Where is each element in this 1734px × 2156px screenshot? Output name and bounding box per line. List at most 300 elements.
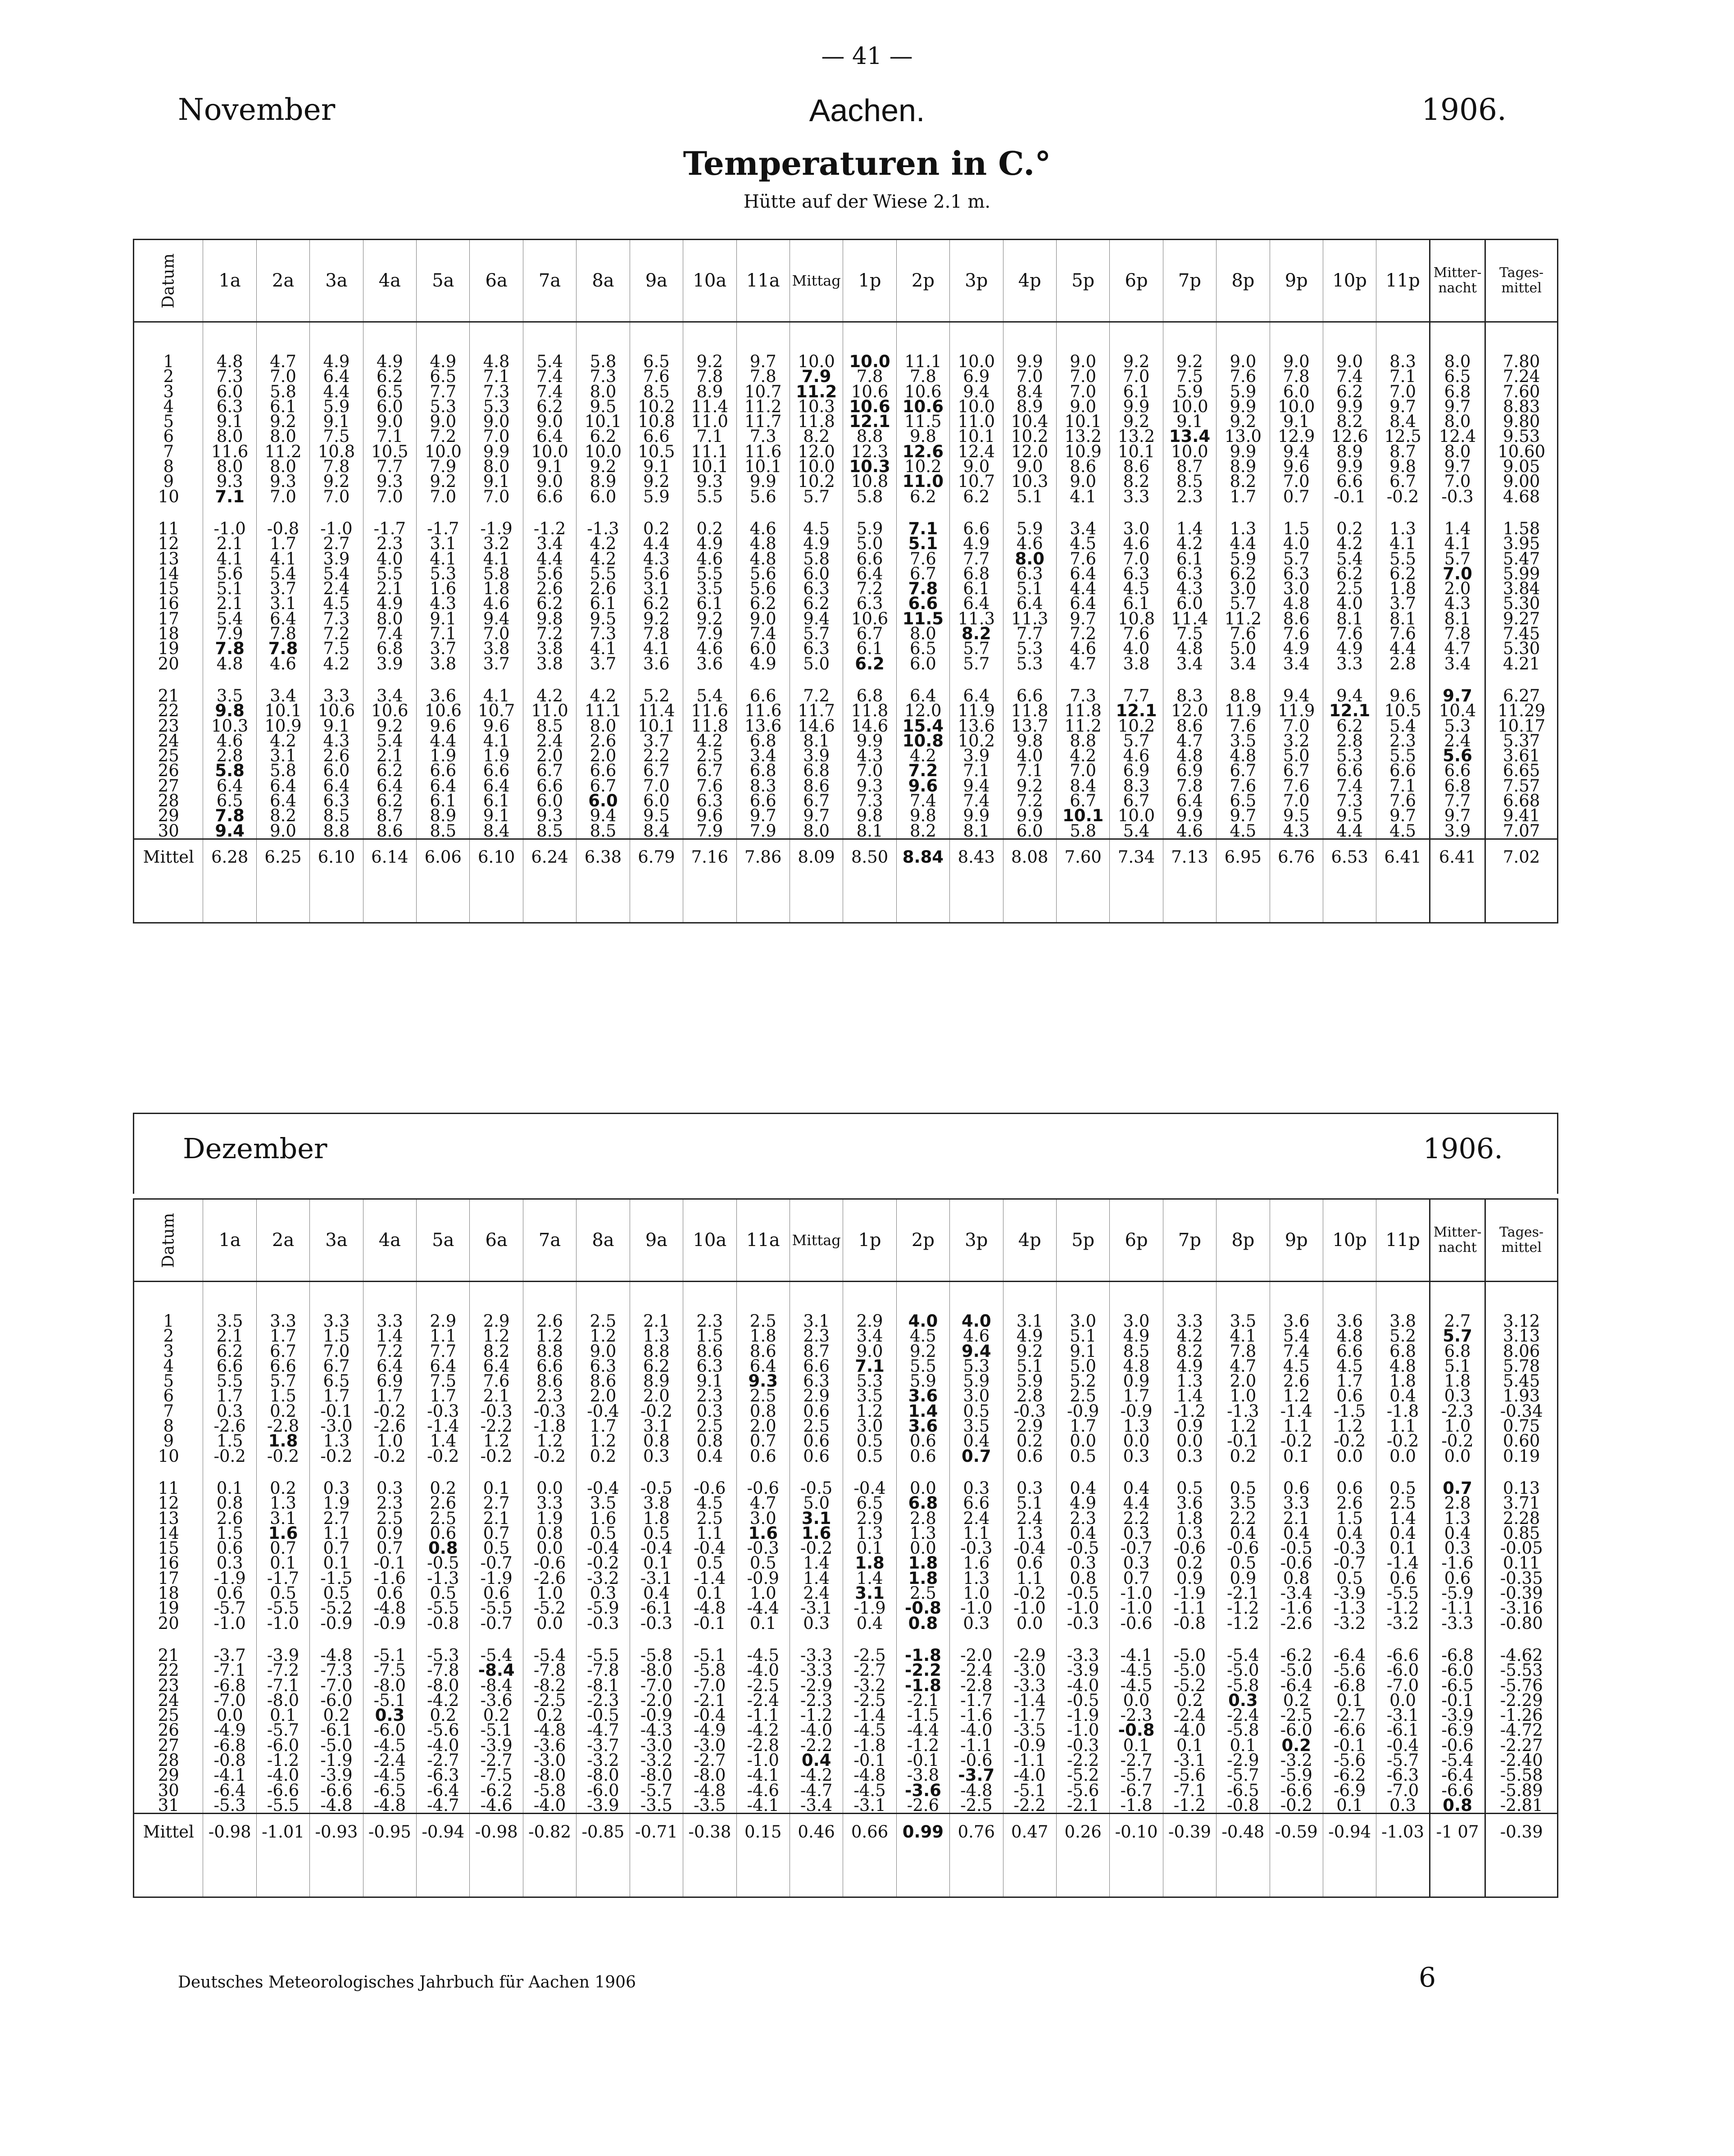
temperature-cell: -6.7: [1110, 1783, 1163, 1798]
temperature-cell: 4.8: [1163, 748, 1216, 763]
temperature-cell: -3.9: [1056, 1663, 1109, 1678]
page-title: Temperaturen in C.°: [683, 144, 1051, 182]
temperature-cell: 0.8: [417, 1541, 470, 1556]
temperature-cell: 9.0: [363, 414, 416, 429]
temperature-cell: -2.9: [1217, 1753, 1270, 1768]
temperature-cell: 0.0: [1376, 1693, 1430, 1708]
temperature-cell: 5.7: [1110, 733, 1163, 748]
temperature-cell: 3.0: [843, 1419, 896, 1433]
temperature-cell: 8.3: [736, 778, 790, 793]
temperature-cell: 6.6: [790, 1359, 843, 1374]
temperature-cell: 6.6: [1323, 1344, 1376, 1359]
temperature-cell: 10.7: [736, 384, 790, 399]
temperature-cell: 4.9: [950, 536, 1003, 551]
temperature-cell: 15.4: [896, 719, 949, 733]
temperature-cell: 7.1: [470, 369, 523, 384]
spacer-cell: [310, 1631, 363, 1648]
temperature-cell: 4.2: [683, 733, 736, 748]
temperature-cell: 4.6: [470, 596, 523, 611]
temperature-cell: 8.9: [1217, 459, 1270, 474]
temperature-cell: -5.7: [630, 1783, 683, 1798]
temperature-cell: 2.0: [630, 1388, 683, 1403]
temperature-cell: 2.6: [523, 1314, 576, 1328]
temperature-cell: -0.1: [1323, 489, 1376, 504]
temperature-cell: 3.7: [256, 581, 309, 596]
spacer-cell: [1163, 1282, 1216, 1314]
spacer-cell: [1056, 1849, 1109, 1897]
date-cell: 22: [158, 703, 179, 719]
temperature-cell: 4.6: [683, 551, 736, 566]
temperature-cell: 7.1: [683, 429, 736, 444]
daily-mean-cell: 11.29: [1485, 703, 1558, 718]
temperature-cell: 0.7: [736, 1433, 790, 1448]
temperature-cell: 9.7: [1217, 808, 1270, 823]
temperature-cell: -1.0: [1056, 1723, 1109, 1738]
spacer-cell: [417, 1282, 470, 1314]
monthly-mean-cell: 6.25: [256, 839, 309, 875]
temperature-cell: -6.0: [256, 1738, 309, 1753]
temperature-cell: 7.0: [363, 489, 416, 504]
temperature-cell: 0.7: [363, 1541, 416, 1556]
spacer-cell: [203, 1849, 256, 1897]
temperature-cell: 11.2: [1217, 611, 1270, 626]
table-row: [134, 1328, 1558, 1343]
temperature-cell: -2.9: [790, 1678, 843, 1693]
temperature-cell: 1.8: [843, 1556, 896, 1570]
temperature-cell: 6.0: [576, 489, 630, 504]
temperature-cell: 5.6: [203, 566, 256, 581]
temperature-cell: 2.1: [630, 1314, 683, 1328]
temperature-cell: -0.2: [1376, 1433, 1430, 1448]
temperature-cell: 7.2: [1003, 793, 1056, 808]
temperature-cell: -6.6: [256, 1783, 309, 1798]
temperature-cell: 6.6: [470, 763, 523, 778]
daily-mean-cell: 0.75: [1485, 1419, 1558, 1433]
temperature-cell: 6.4: [1056, 566, 1109, 581]
temperature-cell: 8.6: [1163, 719, 1216, 733]
temperature-cell: 4.1: [1217, 1328, 1270, 1343]
temperature-cell: -4.8: [843, 1768, 896, 1783]
temperature-cell: -1.1: [1163, 1601, 1216, 1615]
spacer-cell: [1323, 1631, 1376, 1648]
temperature-cell: 4.9: [1056, 1496, 1109, 1510]
year-label: 1906.: [1421, 92, 1507, 127]
table-row: [134, 733, 1558, 748]
table-row: [134, 1511, 1558, 1526]
spacer-cell: [1217, 875, 1270, 923]
spacer-cell: [630, 504, 683, 521]
temperature-cell: 6.7: [843, 626, 896, 641]
temperature-cell: 6.3: [1003, 566, 1056, 581]
temperature-cell: -0.2: [1003, 1586, 1056, 1601]
temperature-cell: -2.6: [523, 1571, 576, 1586]
date-cell: 17: [158, 611, 179, 627]
spacer-cell: [1485, 1282, 1558, 1314]
table-row: [134, 1526, 1558, 1541]
spacer-cell: [363, 504, 416, 521]
temperature-cell: 0.0: [1430, 1449, 1485, 1464]
temperature-cell: 5.9: [1003, 521, 1056, 536]
daily-mean-cell: 5.45: [1485, 1374, 1558, 1388]
date-cell: 7: [163, 1403, 174, 1419]
temperature-cell: -1.2: [256, 1753, 309, 1768]
temperature-cell: 4.3: [1270, 823, 1323, 839]
temperature-cell: 6.6: [1323, 763, 1376, 778]
spacer-cell: [1485, 1849, 1558, 1897]
temperature-cell: 0.1: [736, 1616, 790, 1631]
temperature-cell: -8.0: [576, 1768, 630, 1783]
temperature-cell: 1.8: [896, 1571, 949, 1586]
temperature-cell: -1.9: [1056, 1708, 1109, 1723]
temperature-cell: -0.3: [417, 1404, 470, 1419]
temperature-cell: 2.4: [523, 733, 576, 748]
spacer-cell: [256, 504, 309, 521]
temperature-cell: 2.9: [843, 1314, 896, 1328]
temperature-cell: -2.8: [256, 1419, 309, 1433]
temperature-cell: 5.7: [256, 1374, 309, 1388]
temperature-cell: -4.1: [1110, 1648, 1163, 1663]
column-header-mittag: Mittag: [790, 1199, 843, 1282]
temperature-cell: -4.5: [363, 1768, 416, 1783]
temperature-cell: 10.0: [417, 444, 470, 459]
temperature-cell: 4.1: [470, 733, 523, 748]
temperature-cell: 0.0: [523, 1616, 576, 1631]
temperature-cell: 9.0: [576, 1344, 630, 1359]
table-row: [134, 748, 1558, 763]
temperature-cell: 4.6: [1110, 536, 1163, 551]
spacer-cell: [203, 671, 256, 688]
temperature-cell: -5.9: [576, 1601, 630, 1615]
temperature-cell: -4.5: [736, 1648, 790, 1663]
temperature-cell: 4.2: [1163, 536, 1216, 551]
temperature-cell: -6.1: [1376, 1723, 1430, 1738]
temperature-cell: 10.6: [896, 384, 949, 399]
spacer-cell: [1056, 875, 1109, 923]
spacer-cell: [1323, 875, 1376, 923]
spacer-cell: [790, 875, 843, 923]
temperature-cell: 10.3: [1003, 474, 1056, 489]
temperature-cell: 9.2: [630, 474, 683, 489]
temperature-cell: 1.5: [256, 1388, 309, 1403]
temperature-cell: -6.3: [417, 1768, 470, 1783]
temperature-cell: -6.4: [203, 1783, 256, 1798]
temperature-cell: 11.8: [843, 703, 896, 718]
temperature-cell: -8.4: [470, 1678, 523, 1693]
temperature-cell: -2.2: [896, 1663, 949, 1678]
temperature-cell: -8.1: [576, 1678, 630, 1693]
temperature-cell: -1.8: [896, 1648, 949, 1663]
temperature-cell: 8.2: [896, 823, 949, 839]
temperature-cell: 0.0: [1110, 1433, 1163, 1448]
spacer-cell: [1430, 671, 1485, 688]
temperature-cell: 0.8: [203, 1496, 256, 1510]
temperature-cell: -2.1: [896, 1693, 949, 1708]
temperature-cell: 6.7: [310, 1359, 363, 1374]
spacer-cell: [203, 875, 256, 923]
date-cell: 19: [158, 641, 179, 656]
temperature-cell: 6.4: [256, 611, 309, 626]
temperature-cell: -2.1: [1217, 1586, 1270, 1601]
date-cell: 26: [158, 763, 179, 778]
temperature-cell: 0.2: [683, 521, 736, 536]
temperature-cell: 3.1: [790, 1314, 843, 1328]
temperature-cell: -0.4: [1003, 1541, 1056, 1556]
temperature-cell: -1.9: [470, 521, 523, 536]
temperature-cell: 1.3: [896, 1526, 949, 1541]
temperature-cell: 0.6: [203, 1586, 256, 1601]
temperature-cell: 9.3: [256, 474, 309, 489]
temperature-cell: 7.3: [843, 793, 896, 808]
table-row: [134, 1359, 1558, 1374]
daily-mean-cell: 9.41: [1485, 808, 1558, 823]
temperature-cell: 11.2: [736, 399, 790, 414]
temperature-cell: 1.7: [1056, 1419, 1109, 1433]
temperature-cell: 4.6: [1003, 536, 1056, 551]
temperature-cell: 0.5: [950, 1404, 1003, 1419]
temperature-cell: 9.2: [896, 1344, 949, 1359]
temperature-cell: 1.8: [1430, 1374, 1485, 1388]
temperature-cell: 5.0: [790, 656, 843, 671]
temperature-cell: 4.8: [1163, 641, 1216, 656]
column-header-6p: 6p: [1110, 1199, 1163, 1282]
temperature-cell: 9.0: [1217, 354, 1270, 369]
temperature-cell: 1.4: [363, 1328, 416, 1343]
monthly-mean-cell: 8.84: [896, 839, 949, 875]
temperature-cell: -5.8: [1217, 1678, 1270, 1693]
spacer-cell: [790, 1849, 843, 1897]
temperature-cell: -4.6: [470, 1798, 523, 1814]
temperature-cell: 0.3: [203, 1556, 256, 1570]
table-row: [134, 1601, 1558, 1615]
temperature-cell: 11.1: [683, 444, 736, 459]
temperature-cell: 0.6: [1003, 1449, 1056, 1464]
temperature-cell: 6.4: [1056, 596, 1109, 611]
temperature-cell: 8.0: [576, 384, 630, 399]
temperature-cell: -4.5: [1110, 1663, 1163, 1678]
temperature-cell: -8.4: [470, 1663, 523, 1678]
table-row: [134, 1723, 1558, 1738]
column-header-6a: 6a: [470, 240, 523, 322]
spacer-cell: [1376, 671, 1430, 688]
temperature-cell: 6.0: [523, 793, 576, 808]
temperature-cell: -5.4: [1217, 1648, 1270, 1663]
temperature-cell: 10.0: [790, 354, 843, 369]
date-cell: 30: [158, 823, 179, 839]
temperature-cell: -1.8: [896, 1678, 949, 1693]
temperature-cell: 6.6: [576, 763, 630, 778]
temperature-cell: 10.0: [950, 399, 1003, 414]
temperature-cell: 11.8: [1056, 703, 1109, 718]
temperature-cell: 7.3: [1056, 688, 1109, 703]
temperature-cell: 7.0: [1056, 763, 1109, 778]
temperature-cell: 6.8: [1376, 1344, 1430, 1359]
temperature-cell: 7.1: [843, 1359, 896, 1374]
temperature-cell: 1.2: [843, 1404, 896, 1419]
temperature-cell: -0.4: [576, 1404, 630, 1419]
spacer-cell: [1003, 1849, 1056, 1897]
temperature-cell: 11.9: [1217, 703, 1270, 718]
temperature-cell: -3.1: [1376, 1708, 1430, 1723]
spacer-row: [134, 1631, 1558, 1648]
column-header-11a: 11a: [736, 240, 790, 322]
spacer-cell: [1110, 322, 1163, 355]
temperature-cell: 3.5: [950, 1419, 1003, 1433]
daily-mean-cell: 7.60: [1485, 384, 1558, 399]
temperature-cell: -5.1: [470, 1723, 523, 1738]
temperature-cell: -0.9: [1056, 1404, 1109, 1419]
spacer-cell: [736, 322, 790, 355]
temperature-cell: -2.7: [417, 1753, 470, 1768]
footer-page-number: 6: [1419, 1962, 1436, 1993]
temperature-cell: 5.1: [203, 581, 256, 596]
temperature-cell: 9.0: [950, 459, 1003, 474]
spacer-cell: [1110, 1464, 1163, 1481]
temperature-cell: 7.6: [1376, 626, 1430, 641]
temperature-cell: 0.5: [470, 1541, 523, 1556]
spacer-cell: [1485, 875, 1558, 923]
column-header-4a: 4a: [363, 240, 416, 322]
table-row: [134, 354, 1558, 369]
temperature-cell: 4.5: [790, 521, 843, 536]
temperature-cell: 9.1: [310, 414, 363, 429]
temperature-cell: 2.3: [790, 1328, 843, 1343]
temperature-cell: -2.6: [1270, 1616, 1323, 1631]
temperature-cell: 1.6: [417, 581, 470, 596]
temperature-cell: 4.4: [523, 551, 576, 566]
temperature-cell: 7.6: [1217, 369, 1270, 384]
temperature-cell: 0.4: [1217, 1526, 1270, 1541]
temperature-cell: 9.2: [1217, 414, 1270, 429]
temperature-cell: 8.6: [683, 1344, 736, 1359]
temperature-cell: -2.1: [1056, 1798, 1109, 1814]
temperature-cell: 5.6: [736, 489, 790, 504]
temperature-cell: -2.5: [843, 1693, 896, 1708]
temperature-cell: 6.7: [256, 1344, 309, 1359]
temperature-cell: -8.0: [523, 1768, 576, 1783]
temperature-cell: 2.1: [363, 748, 416, 763]
temperature-cell: 7.0: [470, 626, 523, 641]
temperature-cell: 5.3: [1430, 719, 1485, 733]
temperature-cell: 9.0: [256, 823, 309, 839]
temperature-cell: 0.7: [256, 1541, 309, 1556]
temperature-cell: 7.4: [363, 626, 416, 641]
temperature-cell: -0.6: [1217, 1541, 1270, 1556]
spacer-cell: [1430, 875, 1485, 923]
temperature-cell: -4.7: [790, 1783, 843, 1798]
temperature-cell: 0.2: [417, 1481, 470, 1496]
temperature-cell: 7.4: [523, 369, 576, 384]
temperature-cell: -3.7: [576, 1738, 630, 1753]
temperature-cell: 0.6: [896, 1433, 949, 1448]
temperature-cell: 10.1: [950, 429, 1003, 444]
temperature-cell: 8.0: [256, 459, 309, 474]
date-cell: 21: [158, 688, 179, 704]
temperature-cell: -0.3: [736, 1541, 790, 1556]
temperature-cell: 9.9: [736, 474, 790, 489]
temperature-cell: 5.5: [203, 1374, 256, 1388]
temperature-cell: 6.8: [363, 641, 416, 656]
monthly-mean-cell: 0.46: [790, 1814, 843, 1850]
temperature-cell: 9.0: [843, 1344, 896, 1359]
spacer-cell: [1110, 1849, 1163, 1897]
temperature-cell: -6.0: [310, 1693, 363, 1708]
temperature-cell: 0.0: [523, 1481, 576, 1496]
monthly-mean-cell: 0.47: [1003, 1814, 1056, 1850]
temperature-cell: 0.2: [576, 1449, 630, 1464]
temperature-cell: 0.5: [736, 1556, 790, 1570]
spacer-cell: [134, 1464, 203, 1481]
temperature-cell: 6.4: [417, 1359, 470, 1374]
temperature-cell: 3.6: [630, 656, 683, 671]
spacer-cell: [523, 1631, 576, 1648]
temperature-cell: -3.9: [1430, 1708, 1485, 1723]
spacer-cell: [576, 1464, 630, 1481]
temperature-cell: 5.0: [1056, 1359, 1109, 1374]
temperature-cell: -5.1: [1003, 1783, 1056, 1798]
spacer-cell: [1485, 322, 1558, 355]
spacer-cell: [134, 1282, 203, 1314]
temperature-cell: 13.7: [1003, 719, 1056, 733]
temperature-cell: 0.8: [896, 1616, 949, 1631]
temperature-cell: 0.2: [630, 521, 683, 536]
spacer-cell: [1056, 322, 1109, 355]
temperature-cell: 6.2: [576, 429, 630, 444]
table-row: [134, 1481, 1558, 1496]
temperature-cell: -0.4: [683, 1541, 736, 1556]
temperature-cell: -5.5: [256, 1798, 309, 1814]
temperature-cell: -0.6: [736, 1481, 790, 1496]
monthly-mean-cell: -1.03: [1376, 1814, 1430, 1850]
temperature-cell: -0.5: [1056, 1541, 1109, 1556]
spacer-cell: [1163, 1849, 1216, 1897]
temperature-cell: 4.8: [1110, 1359, 1163, 1374]
temperature-cell: 8.7: [790, 1344, 843, 1359]
temperature-cell: -2.4: [1217, 1708, 1270, 1723]
temperature-cell: 3.3: [1323, 656, 1376, 671]
temperature-cell: -4.0: [256, 1768, 309, 1783]
temperature-cell: 5.3: [1323, 748, 1376, 763]
spacer-cell: [736, 875, 790, 923]
temperature-cell: -3.6: [896, 1783, 949, 1798]
temperature-cell: 3.4: [843, 1328, 896, 1343]
temperature-cell: -1.3: [1323, 1601, 1376, 1615]
temperature-cell: 12.4: [950, 444, 1003, 459]
temperature-cell: 6.4: [363, 778, 416, 793]
temperature-cell: 6.7: [1376, 474, 1430, 489]
temperature-cell: -5.2: [310, 1601, 363, 1615]
temperature-cell: -2.2: [790, 1738, 843, 1753]
temperature-cell: 6.7: [896, 566, 949, 581]
temperature-cell: 0.1: [1270, 1449, 1323, 1464]
temperature-cell: -0.6: [950, 1753, 1003, 1768]
daily-mean-cell: -2.27: [1485, 1738, 1558, 1753]
spacer-cell: [1003, 671, 1056, 688]
temperature-cell: 5.5: [683, 566, 736, 581]
temperature-cell: 0.5: [843, 1433, 896, 1448]
temperature-cell: -4.4: [896, 1723, 949, 1738]
temperature-cell: 6.5: [310, 1374, 363, 1388]
monthly-mean-cell: 6.38: [576, 839, 630, 875]
temperature-cell: -1.0: [950, 1601, 1003, 1615]
temperature-cell: 1.0: [950, 1586, 1003, 1601]
temperature-cell: 11.6: [736, 703, 790, 718]
temperature-cell: 0.2: [1163, 1693, 1216, 1708]
temperature-cell: 1.7: [363, 1388, 416, 1403]
temperature-cell: 0.3: [1110, 1556, 1163, 1570]
temperature-cell: -6.5: [1217, 1783, 1270, 1798]
spacer-cell: [630, 671, 683, 688]
monthly-mean-label: Mittel: [134, 839, 203, 875]
